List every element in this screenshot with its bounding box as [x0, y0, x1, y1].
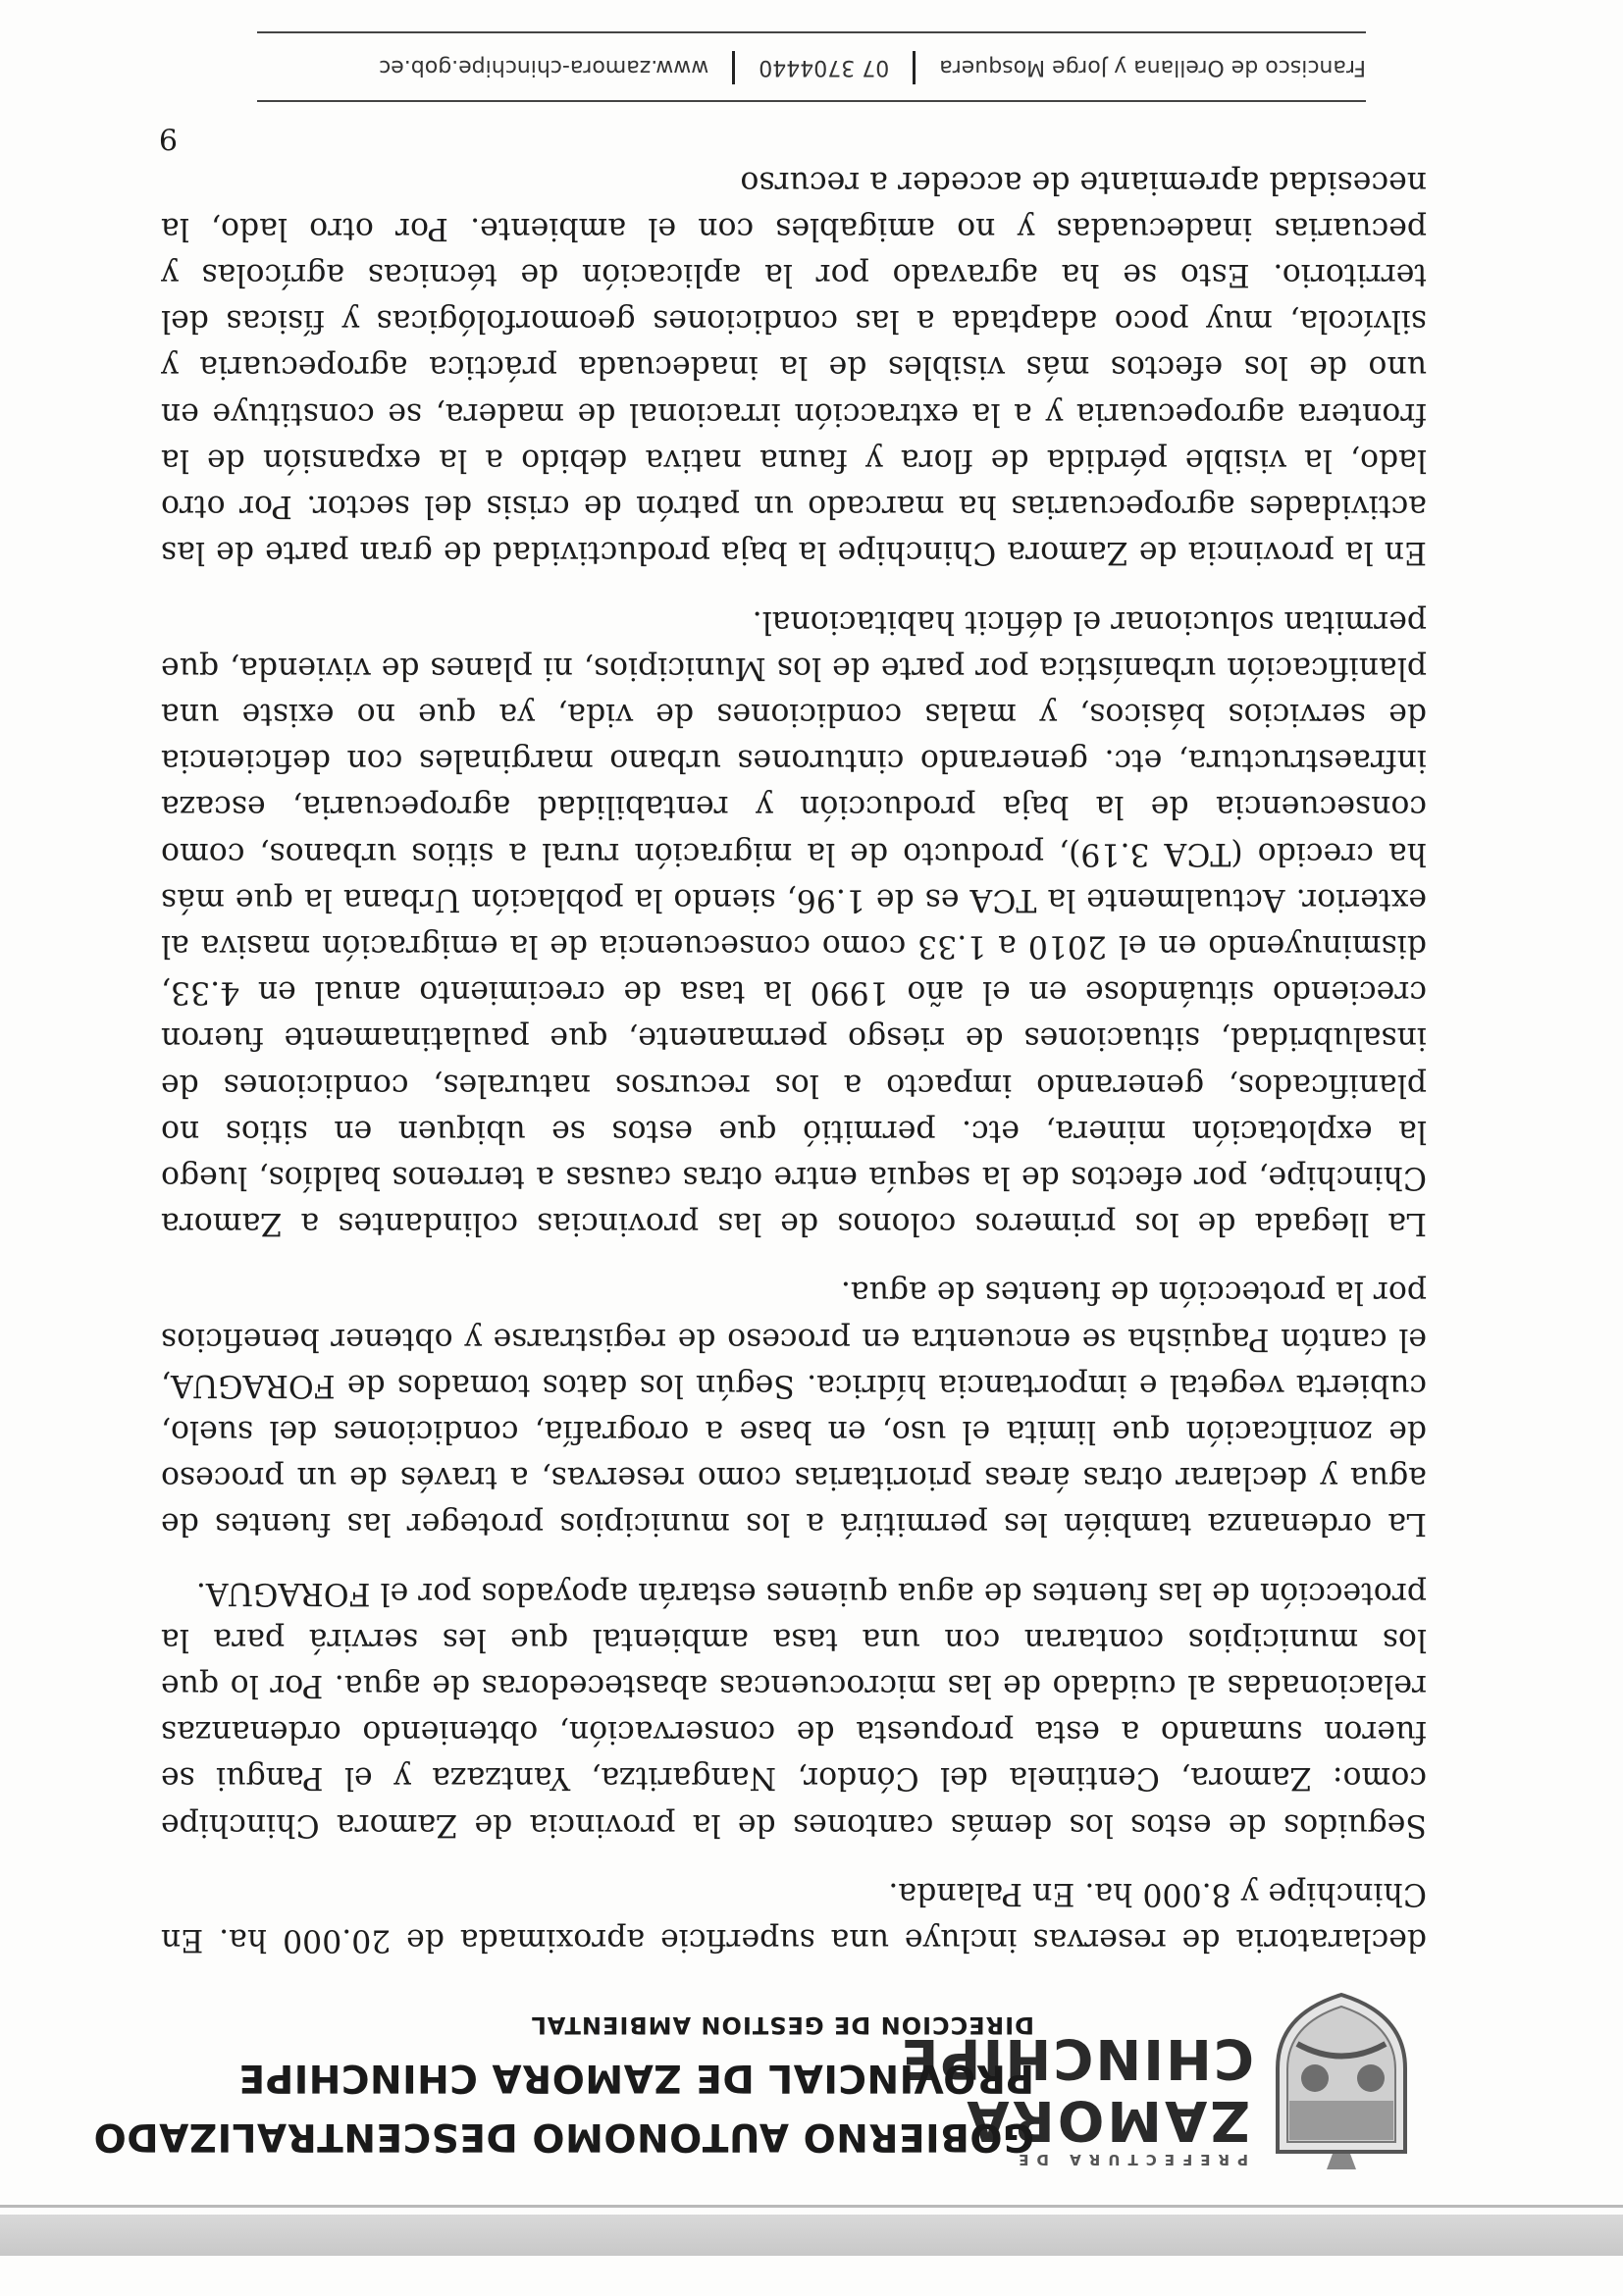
footer	[257, 45, 1366, 90]
logo-zamora-text: ZAMORA	[964, 2088, 1250, 2152]
paragraph: declaratoria de reservas incluye una superficie aproximada de 20.000 ha. En Chinchipe y 8.000 ha. En Palanda.	[161, 1875, 1427, 1957]
logo-chinchipe-text: CHINCHIPE	[899, 2026, 1254, 2090]
footer-authors: Francisco de Orellana y Jorge Mosquera	[939, 55, 1366, 80]
footer-separator	[913, 51, 916, 84]
paragraph: Seguidos de estos los demás cantones de la provincia de Zamora Chinchipe como: Zamora, Centinela del Cóndor, Nangaritza, Yantzaza y el Pangui se fueron sumando a esta propuesta de conservación, obteniendo ordenanzas relacionadas al cuidado de las microcuencas abastecedoras de agua. Por lo que los municipios contaran con una tasa ambiental que les servirá para la protección de las fuentes de agua quienes estarán apoyados por el FORAGUA.	[161, 1575, 1427, 1843]
header-department-title: DIRECCION DE GESTION AMBIENTAL	[530, 2011, 1034, 2039]
page-number: 9	[158, 121, 178, 155]
logo-prefectura-text: PREFECTURA DE	[1011, 2151, 1248, 2168]
footer-separator	[732, 51, 735, 84]
footer-rule-top	[257, 100, 1366, 102]
coat-of-arms-icon	[1268, 1990, 1415, 2171]
paragraph: La llegada de los primeros colonos de las provincias colindantes a Zamora Chinchipe, por efectos de la sequía entre otras causas a terrenos baldíos, luego la explotación minera, etc. permitió que estos se ubiquen en sitios no planificados, generando impacto a los recursos naturales, condiciones de insalubridad, situaciones de riesgo permanente, que paulatinamente fueron creciendo situándose en el año 1990 la tasa de crecimiento anual en 4.33, disminuyendo en el 2010 a 1.33 como consecuencia de la emigración masiva al exterior. Actualmente la TCA es de 1.96, siendo la población Urbana la que más ha crecido (TCA 3.19), producto de la migración rural a sitios urbanos, como consecuencia de la baja producción y rentabilidad agropecuaria, escaza infraestructura, etc. generando cinturones urbano marginales con deficiencia de servicios básicos, y malas condiciones de vida, ya que no existe una planificación urbanística por parte de los Municipios, ni planes de vivienda, que permitan solucionar el déficit habitacional.	[161, 603, 1427, 1242]
footer-rule-bottom	[257, 31, 1366, 33]
body-text	[161, 158, 1427, 1962]
scan-edge-line	[0, 2205, 1623, 2208]
footer-website: www.zamora-chinchipe.gob.ec	[379, 55, 709, 80]
scan-edge-bar	[0, 2215, 1623, 2256]
paragraph: La ordenanza también les permitirá a los municipios proteger las fuentes de agua y declarar otras áreas prioritarias como reservas, a través de un proceso de zonificación que limita el uso, en base a orografía, condiciones del suelo, cubierta vegetal e importancia hídrica. Según los datos tomados de FORAGUA, el cantón Paquisha se encuentra en proceso de registrarse y obtener beneficios por la protección de fuentes de agua.	[161, 1275, 1427, 1542]
paragraph: En la provincia de Zamora Chinchipe la baja productividad de gran parte de las actividades agropecuarias ha marcado un patrón de crisis del sector. Por otro lado, la visible pérdida de flora y fauna nativa debido a la expansión de la frontera agropecuaria y a la extracción irracional de madera, se constituye en uno de los efectos más visibles de la inadecuada práctica agropecuaria y silvícola, muy poco adaptada a las condiciones geomorfológicas y físicas del territorio. Esto se ha agravado por la aplicación de técnicas agrícolas y pecuarias inadecuadas y no amigables con el ambiente. Por otro lado, la necesidad apremiante de acceder a recurso	[161, 164, 1427, 571]
footer-phone: 07 3704440	[759, 55, 890, 80]
header-province-title: PROVINCIAL DE ZAMORA CHINCHIPE	[237, 2056, 1034, 2100]
header-institution-title: GOBIERNO AUTONOMO DESCENTRALIZADO	[93, 2114, 1034, 2159]
